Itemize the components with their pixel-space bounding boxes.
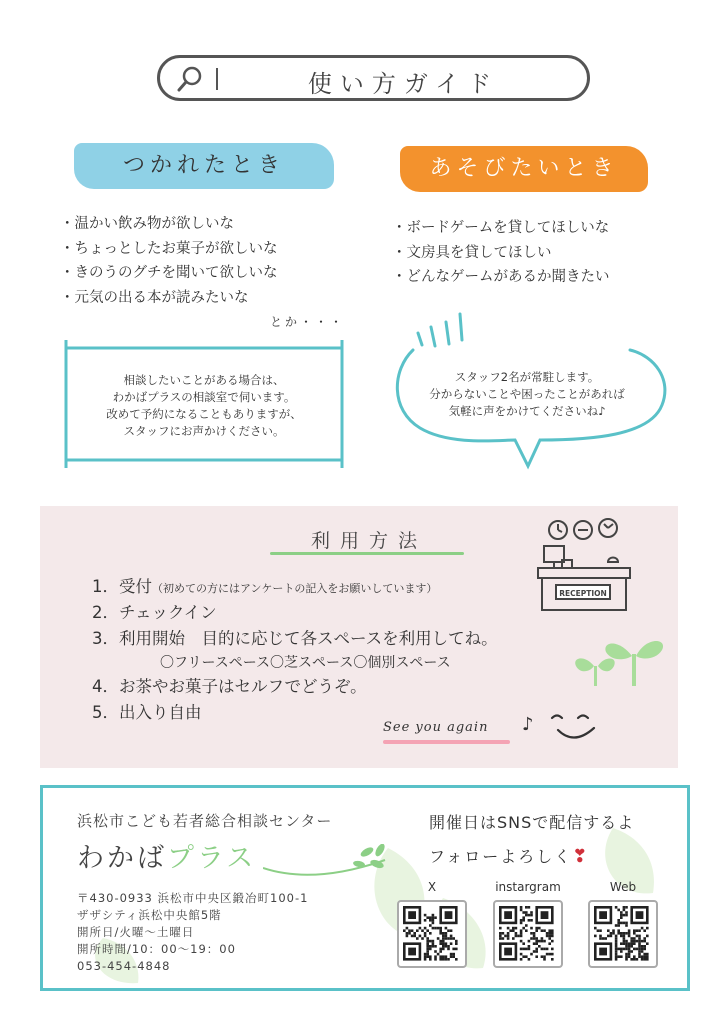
follow-request: [429, 844, 589, 867]
qr-code-icon: [403, 906, 461, 962]
reception-desk-icon: [534, 516, 644, 616]
qr-label-x: X: [427, 880, 437, 894]
address-block: [77, 890, 308, 975]
see-you-text: See you again: [383, 720, 489, 735]
qr-code-icon: [594, 906, 652, 962]
footer-info: [40, 785, 690, 991]
staff-line: 分からないことや困ったことがあれば: [429, 387, 625, 401]
list-item: ・ きのうのグチを聞いて欲しいな: [60, 261, 278, 286]
staff-line: スタッフ2名が常駐します。: [454, 370, 600, 384]
address-line: ザザシティ浜松中央館5階: [77, 908, 222, 922]
step-item: 5．出入り自由: [92, 703, 202, 722]
consult-line: 改めて予約になることもありますが、: [106, 407, 302, 421]
smile-icon: [544, 706, 604, 746]
brand-part-b: プラス: [167, 843, 257, 874]
usage-title: 利用方法: [310, 530, 427, 552]
list-item: ・ ボードゲームを貸してほしいな: [392, 216, 610, 241]
sns-announcement: 開催日はSNSで配信するよ: [429, 813, 635, 832]
brand-name: [77, 836, 256, 875]
list-item: ・ どんなゲームがあるか聞きたい: [392, 265, 610, 290]
org-name: 浜松市こども若者総合相談センター: [77, 812, 333, 830]
follow-text: フォローよろしく: [429, 847, 573, 866]
list-item: ・ ちょっとしたお菓子が欲しいな: [60, 237, 278, 262]
play-section-header: あそびたいとき: [400, 146, 648, 192]
step-text: 1．受付: [92, 577, 152, 596]
vine-ornament: [263, 844, 393, 878]
usage-steps: [92, 574, 498, 726]
address-line: 開所時間/10：00～19：00: [77, 942, 236, 956]
qr-label-web: Web: [609, 880, 637, 894]
music-note-icon: ♪: [522, 714, 534, 735]
step-note: （初めての方にはアンケートの記入をお願いしています）: [152, 582, 438, 595]
address-line: 〒430-0933 浜松市中央区鍛冶町100-1: [77, 891, 309, 905]
consult-line: わかばプラスの相談室で伺います。: [112, 390, 296, 404]
qr-code-icon: [499, 906, 557, 962]
list-item: ・ 温かい飲み物が欲しいな: [60, 212, 278, 237]
qr-code-instagram[interactable]: [493, 900, 563, 968]
consult-line: スタッフにお声かけください。: [123, 424, 285, 438]
staff-line: 気軽に声をかけてくださいね♪: [448, 404, 606, 418]
page-title: 使い方ガイド: [307, 70, 500, 98]
phone-number: 053-454-4848: [77, 959, 171, 973]
list-suffix: とか・・・: [270, 315, 346, 329]
step-item: 3．利用開始 目的に応じて各スペースを利用してね。: [92, 629, 498, 648]
list-item: ・ 文房具を貸してほしい: [392, 241, 610, 266]
see-you-underline: [383, 740, 510, 744]
tired-section-header: つかれたとき: [74, 143, 334, 189]
space-list: 〇フリースペース〇芝スペース〇個別スペース: [160, 655, 451, 671]
sprout-icon: [570, 626, 670, 696]
step-item: [92, 574, 498, 600]
qr-label-instagram: instargram: [495, 880, 561, 894]
step-item: 2．チェックイン: [92, 603, 217, 622]
heart-icon: ❣: [572, 846, 590, 867]
brand-part-a: わかば: [77, 843, 167, 874]
qr-code-web[interactable]: [588, 900, 658, 968]
address-line: 開所日/火曜～土曜日: [77, 925, 195, 939]
consult-line: 相談したいことがある場合は、: [123, 373, 285, 387]
list-item: ・ 元気の出る本が読みたいな: [60, 286, 278, 311]
reception-label: RECEPTION: [559, 589, 607, 598]
title-underline: [270, 552, 464, 555]
qr-code-x[interactable]: [397, 900, 467, 968]
usage-section: [40, 506, 678, 768]
step-item: 4．お茶やお菓子はセルフでどうぞ。: [92, 677, 367, 696]
